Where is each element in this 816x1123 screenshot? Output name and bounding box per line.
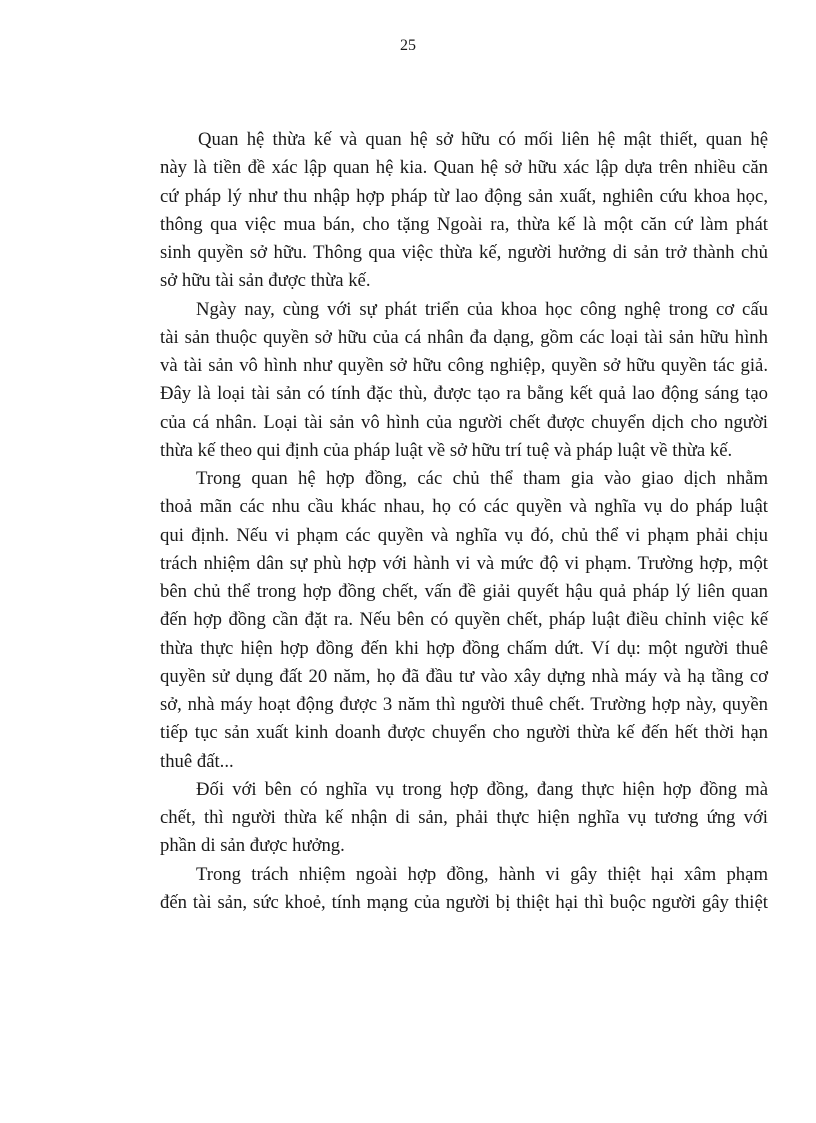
paragraph: [160, 296, 768, 466]
text-line: thoả mãn các nhu cầu khác nhau, họ có các quyền và nghĩa vụ do pháp luật: [160, 496, 768, 518]
text-line: Trong quan hệ hợp đồng, các chủ thể tham gia vào giao dịch nhằm: [196, 468, 768, 489]
body-text: [160, 126, 768, 917]
paragraph: [160, 776, 768, 861]
text-line: trách nhiệm dân sự phù hợp với hành vi và mức độ vi phạm. Trường hợp, một: [160, 552, 768, 574]
text-line: sở, nhà máy hoạt động được 3 năm thì người thuê chết. Trường hợp này, quyền: [160, 694, 768, 715]
paragraph: [160, 126, 768, 296]
paragraph: [160, 861, 768, 918]
text-line: Quan hệ thừa kế và quan hệ sở hữu có mối liên hệ mật thiết, quan hệ: [198, 129, 768, 150]
text-line: này là tiền đề xác lập quan hệ kia. Quan hệ sở hữu xác lập dựa trên nhiều căn: [160, 157, 768, 179]
text-line: phần di sản được hưởng.: [160, 835, 345, 857]
text-line: quyền sử dụng đất 20 năm, họ đã đầu tư vào xây dựng nhà máy và hạ tầng cơ: [160, 665, 768, 687]
text-line: Đối với bên có nghĩa vụ trong hợp đồng, đang thực hiện hợp đồng mà: [196, 778, 768, 800]
text-line: của cá nhân. Loại tài sản vô hình của người chết được chuyển dịch cho người: [160, 411, 768, 433]
text-line: sở hữu tài sản được thừa kế.: [160, 270, 371, 292]
text-line: qui định. Nếu vi phạm các quyền và nghĩa vụ đó, chủ thể vi phạm phải chịu: [160, 524, 768, 546]
paragraph: [160, 465, 768, 776]
text-line: và tài sản vô hình như quyền sở hữu công nghiệp, quyền sở hữu quyền tác giả.: [160, 355, 768, 376]
text-line: Ngày nay, cùng với sự phát triển của khoa học công nghệ trong cơ cấu: [196, 298, 768, 320]
page-number: 25: [400, 37, 416, 54]
text-line: thừa kế theo qui định của pháp luật về sở hữu trí tuệ và pháp luật về thừa kế.: [160, 439, 733, 461]
text-line: thông qua việc mua bán, cho tặng Ngoài ra, thừa kế là một căn cứ làm phát: [160, 213, 768, 235]
text-line: cứ pháp lý như thu nhập hợp pháp từ lao động sản xuất, nghiên cứu khoa học,: [160, 185, 768, 207]
text-line: bên chủ thể trong hợp đồng chết, vấn đề giải quyết hậu quả pháp lý liên quan: [160, 581, 768, 602]
text-line: thuê đất...: [160, 750, 234, 772]
text-line: tài sản thuộc quyền sở hữu của cá nhân đa dạng, gồm các loại tài sản hữu hình: [160, 326, 768, 348]
text-line: Trong trách nhiệm ngoài hợp đồng, hành vi gây thiệt hại xâm phạm: [196, 863, 768, 885]
text-line: chết, thì người thừa kế nhận di sản, phải thực hiện nghĩa vụ tương ứng với: [160, 807, 768, 828]
text-line: Đây là loại tài sản có tính đặc thù, được tạo ra bằng kết quả lao động sáng tạo: [160, 383, 768, 405]
text-line: sinh quyền sở hữu. Thông qua việc thừa kế, người hưởng di sản trở thành chủ: [160, 242, 768, 263]
text-line: thừa thực hiện hợp đồng đến khi hợp đồng chấm dứt. Ví dụ: một người thuê: [160, 637, 768, 659]
text-line: đến hợp đồng cần đặt ra. Nếu bên có quyền chết, pháp luật điều chỉnh việc kế: [160, 609, 768, 631]
text-line: tiếp tục sản xuất kinh doanh được chuyển cho người thừa kế đến hết thời hạn: [160, 722, 768, 744]
text-line: đến tài sản, sức khoẻ, tính mạng của người bị thiệt hại thì buộc người gây thiệt: [160, 891, 768, 913]
